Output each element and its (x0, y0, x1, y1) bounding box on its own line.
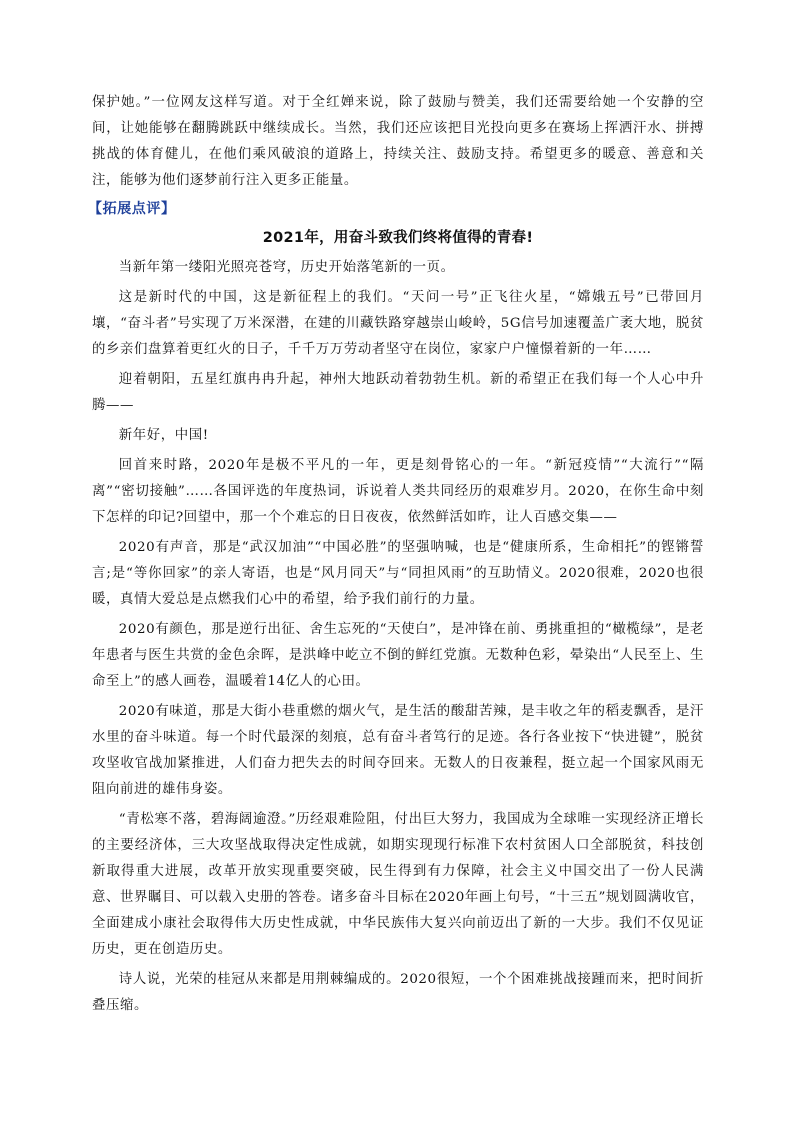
article-paragraph: 2020有声音，那是“武汉加油”“中国必胜”的坚强呐喊，也是“健康所系，生命相托”的铿锵誓言;是“等你回家”的亲人寄语，也是“风月同天”与“同担风雨”的互助情义。2020很难，2020也很暖，真情大爱总是点燃我们心中的希望，给予我们前行的力量。 (92, 540, 704, 607)
article-paragraph: 新年好，中国! (118, 428, 209, 443)
article-paragraph: 诗人说，光荣的桂冠从来都是用荆棘编成的。2020很短，一个个困难挑战接踵而来，把时间折叠压缩。 (92, 972, 704, 1013)
article-paragraph: 当新年第一缕阳光照亮苍穹，历史开始落笔新的一页。 (118, 260, 455, 275)
document-content (88, 90, 704, 1023)
article-title: 2021年，用奋斗致我们终将值得的青春! (262, 230, 534, 246)
article-paragraph: 回首来时路，2020年是极不平凡的一年，更是刻骨铭心的一年。“新冠疫情”“大流行”“隔离”“密切接触”……各国评选的年度热词，诉说着人类共同经历的艰难岁月。2020，在你生命中刻下怎样的印记?回望中，那一个个难忘的日日夜夜，依然鲜活如昨，让人百感交集—— (92, 458, 704, 525)
article-paragraph: 这是新时代的中国，这是新征程上的我们。“天问一号”正飞往火星，“嫦娥五号”已带回月壤，“奋斗者”号实现了万米深潜，在建的川藏铁路穿越崇山峻岭，5G信号加速覆盖广袤大地，脱贫的乡亲们盘算着更红火的日子，千千万万劳动者坚守在岗位，家家户户憧憬着新的一年…… (92, 290, 704, 357)
article-paragraph: 2020有味道，那是大街小巷重燃的烟火气，是生活的酸甜苦辣，是丰收之年的稻麦飘香，是汗水里的奋斗味道。每一个时代最深的刻痕，总有奋斗者笃行的足迹。各行各业按下“快进键”，脱贫攻坚收官战加紧推进，人们奋力把失去的时间夺回来。无数人的日夜兼程，挺立起一个国家风雨无阻向前进的雄伟身姿。 (92, 704, 704, 797)
article-paragraph: 2020有颜色，那是逆行出征、舍生忘死的“天使白”，是冲锋在前、勇挑重担的“橄榄绿”，是老年患者与医生共赏的金色余晖，是洪峰中屹立不倒的鲜红党旗。无数种色彩，晕染出“人民至上、生命至上”的感人画卷，温暖着14亿人的心田。 (92, 622, 704, 689)
article-paragraph: “青松寒不落，碧海阔逾澄。”历经艰难险阻，付出巨大努力，我国成为全球唯一实现经济正增长的主要经济体，三大攻坚战取得决定性成就，如期实现现行标准下农村贫困人口全部脱贫，科技创新取得重大进展，改革开放实现重要突破，民生得到有力保障，社会主义中国交出了一份人民满意、世界瞩目、可以载入史册的答卷。诸多奋斗目标在2020年画上句号，“十三五”规划圆满收官，全面建成小康社会取得伟大历史性成就，中华民族伟大复兴向前迈出了新的一大步。我们不仅见证历史，更在创造历史。 (92, 812, 704, 957)
article-body (92, 255, 704, 1019)
intro-paragraph: 保护她。”一位网友这样写道。对于全红婵来说，除了鼓励与赞美，我们还需要给她一个安静的空间，让她能够在翻腾跳跃中继续成长。当然，我们还应该把目光投向更多在赛场上挥洒汗水、拼搏挑战的体育健儿，在他们乘风破浪的道路上，持续关注、鼓励支持。希望更多的暖意、善意和关注，能够为他们逐梦前行注入更多正能量。 (92, 95, 704, 188)
section-label: 【拓展点评】 (88, 201, 176, 217)
article-paragraph: 迎着朝阳，五星红旗冉冉升起，神州大地跃动着勃勃生机。新的希望正在我们每一个人心中升腾—— (92, 372, 704, 413)
